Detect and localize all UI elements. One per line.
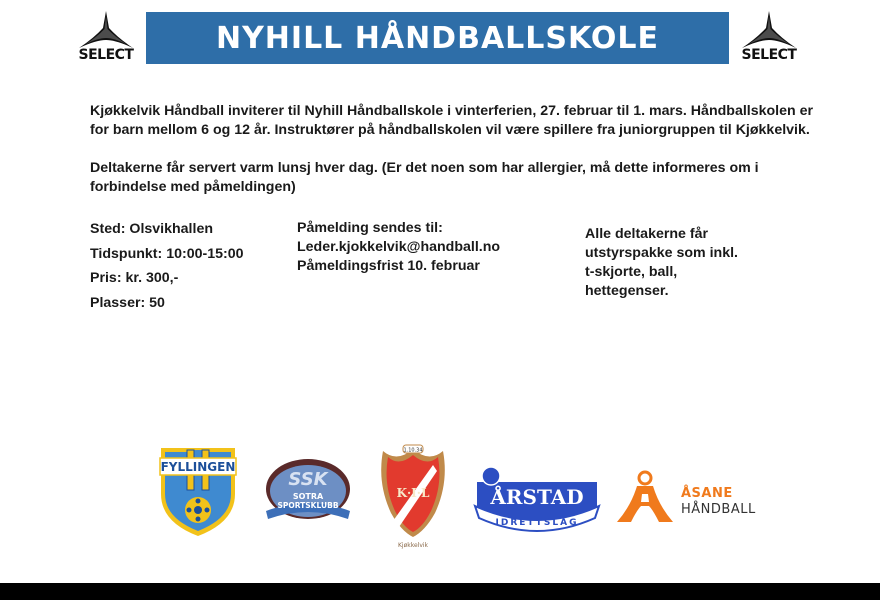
svg-text:IDRETTSLAG: IDRETTSLAG	[495, 518, 579, 528]
svg-text:1.10.34: 1.10.34	[403, 447, 423, 454]
fyllingen-logo	[157, 442, 239, 538]
svg-text:Kjøkkelvik: Kjøkkelvik	[397, 542, 429, 549]
kjokkelvik-il-logo	[373, 443, 453, 549]
select-logo-text: SELECT	[741, 47, 797, 63]
seats-text: Plasser: 50	[90, 294, 165, 311]
intro-line: for barn mellom 6 og 12 år. Instruktører på håndballskolen vil være spillere fra juniorgruppen til Kjøkkelvik.	[90, 122, 810, 138]
svg-text:SSK: SSK	[288, 469, 328, 490]
registration-deadline: Påmeldingsfrist 10. februar	[297, 258, 480, 274]
intro-paragraph	[90, 102, 830, 140]
handball-label: HÅNDBALL	[681, 502, 756, 517]
svg-text:SPORTSKLUBB: SPORTSKLUBB	[277, 501, 339, 510]
equipment-column	[585, 225, 738, 301]
place-text: Sted: Olsvikhallen	[90, 221, 213, 237]
registration-label: Påmelding sendes til:	[297, 220, 443, 236]
asane-figure-icon	[617, 470, 677, 526]
select-triangle-icon	[78, 10, 134, 50]
svg-text:SOTRA: SOTRA	[292, 492, 324, 501]
lunch-line: forbindelse med påmeldingen)	[90, 179, 296, 195]
sotra-sportsklubb-logo	[262, 455, 354, 527]
lunch-paragraph	[90, 159, 830, 197]
svg-text:FYLLINGEN: FYLLINGEN	[160, 460, 236, 474]
page-title: NYHILL HÅNDBALLSKOLE	[215, 20, 660, 56]
registration-column	[297, 219, 500, 276]
select-triangle-icon	[741, 10, 797, 50]
intro-line: Kjøkkelvik Håndball inviterer til Nyhill Håndballskole i vinterferien, 27. februar til 1. mars. Håndballskolen er	[90, 103, 814, 119]
time-text: Tidspunkt: 10:00-15:00	[90, 245, 244, 262]
price-text: Pris: kr. 300,-	[90, 270, 179, 286]
details-column	[90, 219, 244, 317]
svg-text:K·I·L: K·I·L	[396, 486, 430, 500]
asane-name: ÅSANE	[681, 486, 733, 501]
bottom-bar	[0, 583, 880, 600]
equipment-line: t-skjorte, ball,	[585, 264, 678, 280]
equipment-line: utstyrspakke som inkl.	[585, 245, 738, 261]
title-banner	[146, 12, 729, 64]
svg-text:ÅRSTAD: ÅRSTAD	[490, 485, 584, 509]
select-logo-right	[735, 10, 803, 66]
equipment-line: hettegenser.	[585, 283, 669, 299]
asane-handball-logo	[617, 470, 767, 526]
arstad-idrettslag-logo	[469, 462, 605, 534]
lunch-line: Deltakerne får servert varm lunsj hver dag. (Er det noen som har allergier, må dette informeres om i	[90, 160, 759, 176]
select-logo-left	[72, 10, 140, 66]
registration-email: Leder.kjokkelvik@handball.no	[297, 239, 501, 255]
select-logo-text: SELECT	[78, 47, 134, 63]
equipment-line: Alle deltakerne får	[585, 226, 709, 242]
